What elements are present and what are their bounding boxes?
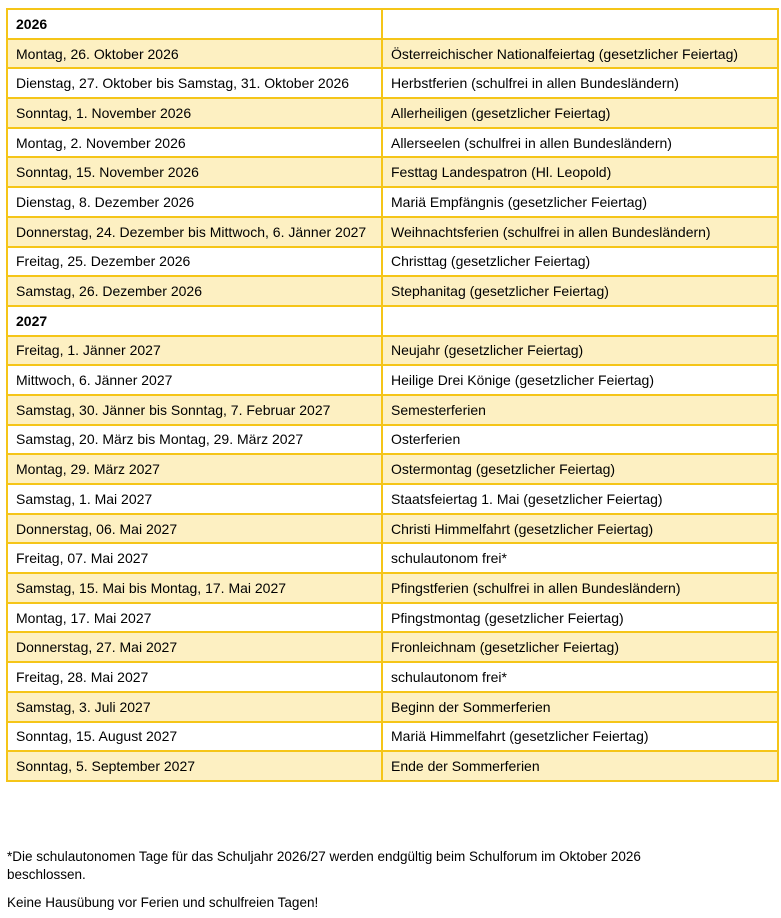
date-cell: Samstag, 1. Mai 2027 [7, 484, 382, 514]
date-cell: Dienstag, 27. Oktober bis Samstag, 31. Oktober 2026 [7, 68, 382, 98]
event-cell: Mariä Himmelfahrt (gesetzlicher Feiertag) [382, 722, 778, 752]
table-row [7, 454, 778, 484]
event-cell: Mariä Empfängnis (gesetzlicher Feiertag) [382, 187, 778, 217]
date-cell: Samstag, 30. Jänner bis Sonntag, 7. Februar 2027 [7, 395, 382, 425]
table-row [7, 247, 778, 277]
date-cell: Samstag, 26. Dezember 2026 [7, 276, 382, 306]
table-row [7, 514, 778, 544]
date-cell: Samstag, 15. Mai bis Montag, 17. Mai 2027 [7, 573, 382, 603]
event-cell: Semesterferien [382, 395, 778, 425]
date-cell: Freitag, 1. Jänner 2027 [7, 336, 382, 366]
table-row [7, 187, 778, 217]
date-cell: Mittwoch, 6. Jänner 2027 [7, 365, 382, 395]
year-label: 2027 [7, 306, 382, 336]
event-cell: schulautonom frei* [382, 662, 778, 692]
date-cell: Freitag, 07. Mai 2027 [7, 543, 382, 573]
holiday-table [6, 8, 779, 782]
event-cell: Christi Himmelfahrt (gesetzlicher Feiertag) [382, 514, 778, 544]
table-row [7, 603, 778, 633]
date-cell: Sonntag, 1. November 2026 [7, 98, 382, 128]
footnote: *Die schulautonomen Tage für das Schuljahr 2026/27 werden endgültig beim Schulforum im Oktober 2026 beschlossen. [7, 849, 641, 882]
date-cell: Montag, 17. Mai 2027 [7, 603, 382, 633]
year-empty-cell [382, 9, 778, 39]
table-row [7, 692, 778, 722]
event-cell: Festtag Landespatron (Hl. Leopold) [382, 157, 778, 187]
event-cell: Stephanitag (gesetzlicher Feiertag) [382, 276, 778, 306]
date-cell: Sonntag, 15. August 2027 [7, 722, 382, 752]
table-row [7, 39, 778, 69]
event-cell: Herbstferien (schulfrei in allen Bundesländern) [382, 68, 778, 98]
table-row [7, 722, 778, 752]
event-cell: Pfingstferien (schulfrei in allen Bundesländern) [382, 573, 778, 603]
event-cell: Allerseelen (schulfrei in allen Bundesländern) [382, 128, 778, 158]
year-header-row [7, 9, 778, 39]
event-cell: Neujahr (gesetzlicher Feiertag) [382, 336, 778, 366]
date-cell: Sonntag, 15. November 2026 [7, 157, 382, 187]
date-cell: Donnerstag, 27. Mai 2027 [7, 632, 382, 662]
date-cell: Montag, 29. März 2027 [7, 454, 382, 484]
event-cell: schulautonom frei* [382, 543, 778, 573]
event-cell: Beginn der Sommerferien [382, 692, 778, 722]
event-cell: Osterferien [382, 425, 778, 455]
event-cell: Weihnachtsferien (schulfrei in allen Bundesländern) [382, 217, 778, 247]
event-cell: Heilige Drei Könige (gesetzlicher Feiertag) [382, 365, 778, 395]
year-empty-cell [382, 306, 778, 336]
date-cell: Samstag, 20. März bis Montag, 29. März 2027 [7, 425, 382, 455]
year-label: 2026 [7, 9, 382, 39]
table-row [7, 276, 778, 306]
event-cell: Fronleichnam (gesetzlicher Feiertag) [382, 632, 778, 662]
date-cell: Freitag, 28. Mai 2027 [7, 662, 382, 692]
table-row [7, 573, 778, 603]
date-cell: Sonntag, 5. September 2027 [7, 751, 382, 781]
table-row [7, 217, 778, 247]
table-row [7, 395, 778, 425]
date-cell: Donnerstag, 06. Mai 2027 [7, 514, 382, 544]
table-row [7, 336, 778, 366]
table-row [7, 68, 778, 98]
event-cell: Staatsfeiertag 1. Mai (gesetzlicher Feiertag) [382, 484, 778, 514]
event-cell: Ostermontag (gesetzlicher Feiertag) [382, 454, 778, 484]
date-cell: Montag, 26. Oktober 2026 [7, 39, 382, 69]
table-row [7, 543, 778, 573]
date-cell: Freitag, 25. Dezember 2026 [7, 247, 382, 277]
date-cell: Donnerstag, 24. Dezember bis Mittwoch, 6. Jänner 2027 [7, 217, 382, 247]
homework-note: Keine Hausübung vor Ferien und schulfreien Tagen! [7, 895, 319, 910]
table-row [7, 365, 778, 395]
year-header-row [7, 306, 778, 336]
table-row [7, 484, 778, 514]
date-cell: Samstag, 3. Juli 2027 [7, 692, 382, 722]
event-cell: Christtag (gesetzlicher Feiertag) [382, 247, 778, 277]
date-cell: Montag, 2. November 2026 [7, 128, 382, 158]
holiday-table-body [7, 9, 778, 781]
event-cell: Allerheiligen (gesetzlicher Feiertag) [382, 98, 778, 128]
table-row [7, 425, 778, 455]
event-cell: Pfingstmontag (gesetzlicher Feiertag) [382, 603, 778, 633]
table-row [7, 157, 778, 187]
table-row [7, 98, 778, 128]
table-row [7, 662, 778, 692]
event-cell: Ende der Sommerferien [382, 751, 778, 781]
date-cell: Dienstag, 8. Dezember 2026 [7, 187, 382, 217]
table-row [7, 128, 778, 158]
table-row [7, 632, 778, 662]
table-row [7, 751, 778, 781]
event-cell: Österreichischer Nationalfeiertag (gesetzlicher Feiertag) [382, 39, 778, 69]
